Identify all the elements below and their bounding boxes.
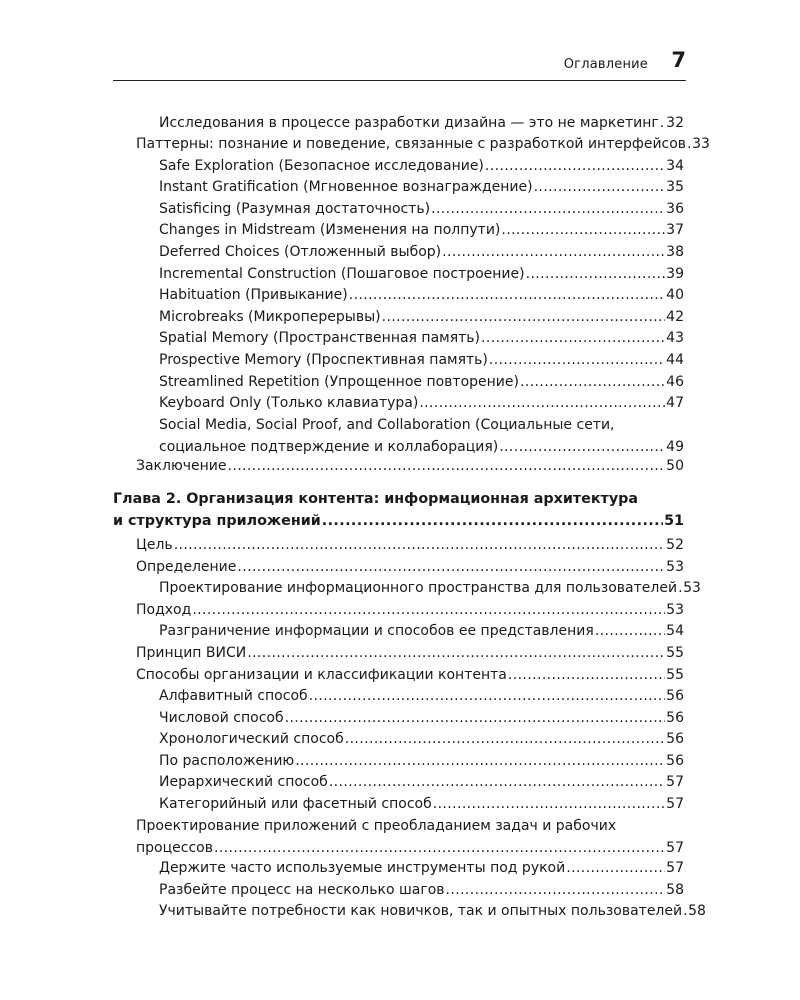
toc-entry[interactable] <box>159 772 684 794</box>
toc-entry-title: Иерархический способ <box>159 774 328 790</box>
dot-leader <box>687 134 691 156</box>
toc-entry-page: 42 <box>666 309 684 325</box>
toc-entry-title: Алфавитный способ <box>159 688 308 704</box>
dot-leader <box>526 264 666 286</box>
toc-entry-page: 47 <box>666 395 684 411</box>
dot-leader <box>295 751 665 773</box>
toc-entry-page: 57 <box>666 774 684 790</box>
toc-entry-page: 37 <box>666 222 684 238</box>
toc-entry[interactable] <box>159 242 684 264</box>
toc-entry-title: Spatial Memory (Пространственная память) <box>159 330 481 346</box>
dot-leader <box>247 643 665 665</box>
toc-entry-page: 50 <box>666 458 684 474</box>
toc-entry[interactable] <box>159 708 684 730</box>
toc-entry-title: Проектирование информационного пространства для пользователей <box>159 580 678 596</box>
toc-entry[interactable] <box>159 307 684 329</box>
toc-entry[interactable] <box>159 751 684 773</box>
toc-entry[interactable] <box>136 816 684 859</box>
toc-entry-page: 58 <box>688 903 706 919</box>
toc-entry-page: 36 <box>666 201 684 217</box>
toc-entry-title: Safe Exploration (Безопасное исследование) <box>159 158 484 174</box>
dot-leader <box>237 557 665 579</box>
dot-leader <box>660 113 665 135</box>
dot-leader <box>489 350 665 372</box>
toc-entry-page: 57 <box>666 860 684 876</box>
toc-entry[interactable] <box>159 621 684 643</box>
toc-entry-title: Определение <box>136 559 237 575</box>
toc-entry-title: Заключение <box>136 458 227 474</box>
toc-entry-title: Паттерны: познание и поведение, связанные с разработкой интерфейсов <box>136 136 687 152</box>
toc-entry-title: Разграничение информации и способов ее представления <box>159 623 594 639</box>
toc-entry-title: Incremental Construction (Пошаговое построение) <box>159 266 525 282</box>
dot-leader <box>485 156 665 178</box>
toc-entry[interactable] <box>159 264 684 286</box>
toc-entry-title: Changes in Midstream (Изменения на полпути) <box>159 222 501 238</box>
toc-entry-page: 35 <box>666 179 684 195</box>
toc-entry-title: По расположению <box>159 753 295 769</box>
toc-entry-title: Подход <box>136 602 192 618</box>
toc-entry[interactable] <box>136 134 710 156</box>
dot-leader <box>433 794 665 816</box>
toc-entry-page: 55 <box>666 667 684 683</box>
toc-chapter-title-line1: Глава 2. Организация контента: информационная архитектура <box>113 491 639 507</box>
toc-entry-page: 56 <box>666 710 684 726</box>
toc-entry[interactable] <box>159 113 684 135</box>
page-number: 7 <box>671 48 686 72</box>
dot-leader <box>329 772 665 794</box>
dot-leader <box>309 686 666 708</box>
dot-leader <box>214 838 665 860</box>
toc-entry-title: Streamlined Repetition (Упрощенное повторение) <box>159 374 519 390</box>
dot-leader <box>228 456 666 478</box>
toc-entry-title-line1: Social Media, Social Proof, and Collaboration (Социальные сети, <box>159 417 615 433</box>
toc-entry[interactable] <box>159 901 706 923</box>
toc-chapter-entry[interactable] <box>113 489 684 532</box>
toc-chapter-title-line2: и структура приложений <box>113 512 321 529</box>
toc-entry-title: Категорийный или фасетный способ <box>159 796 432 812</box>
toc-entry-title: Цель <box>136 537 173 553</box>
toc-entry[interactable] <box>136 600 684 622</box>
dot-leader <box>501 220 665 242</box>
dot-leader <box>534 177 666 199</box>
toc-entry-page: 52 <box>666 537 684 553</box>
toc-entry-page: 57 <box>666 796 684 812</box>
toc-entry-title: Satisficing (Разумная достаточность) <box>159 201 431 217</box>
toc-entry-page: 56 <box>666 731 684 747</box>
toc-entry-page: 53 <box>666 602 684 618</box>
toc-entry-page: 44 <box>666 352 684 368</box>
dot-leader <box>595 621 665 643</box>
toc-entry-title: Держите часто используемые инструменты под рукой <box>159 860 566 876</box>
toc-entry[interactable] <box>159 794 684 816</box>
toc-entry[interactable] <box>159 372 684 394</box>
toc-entry-page: 43 <box>666 330 684 346</box>
toc-entry-title: Keyboard Only (Только клавиатура) <box>159 395 419 411</box>
toc-entry-page: 46 <box>666 374 684 390</box>
toc-entry[interactable] <box>136 456 684 478</box>
dot-leader <box>322 511 663 533</box>
toc-entry-title-line1: Проектирование приложений с преобладанием задач и рабочих <box>136 818 617 834</box>
dot-leader <box>566 858 665 880</box>
toc-entry[interactable] <box>159 285 684 307</box>
dot-leader <box>683 901 687 923</box>
toc-entry-title: Хронологический способ <box>159 731 344 747</box>
dot-leader <box>446 880 666 902</box>
dot-leader <box>678 578 682 600</box>
toc-entry-page: 49 <box>666 438 684 455</box>
toc-entry-title: Исследования в процессе разработки дизайна — это не маркетинг <box>159 115 659 131</box>
toc-entry[interactable] <box>159 177 684 199</box>
toc-entry-title: Числовой способ <box>159 710 284 726</box>
toc-entry-title: Принцип ВИСИ <box>136 645 247 661</box>
toc-entry-title: Habituation (Привыкание) <box>159 287 348 303</box>
toc-entry[interactable] <box>159 729 684 751</box>
dot-leader <box>349 285 665 307</box>
dot-leader <box>481 328 665 350</box>
toc-entry-page: 39 <box>666 266 684 282</box>
toc-entry-page: 32 <box>666 115 684 131</box>
toc-entry-title: Deferred Choices (Отложенный выбор) <box>159 244 442 260</box>
toc-entry[interactable] <box>159 858 684 880</box>
toc-entry-title: Instant Gratification (Мгновенное вознаграждение) <box>159 179 533 195</box>
toc-entry-page: 56 <box>666 753 684 769</box>
toc-entry[interactable] <box>136 557 684 579</box>
toc-entry[interactable] <box>136 643 684 665</box>
toc-entry[interactable] <box>159 578 701 600</box>
dot-leader <box>499 437 665 459</box>
dot-leader <box>192 600 665 622</box>
dot-leader <box>174 535 665 557</box>
dot-leader <box>419 393 665 415</box>
dot-leader <box>345 729 665 751</box>
toc-entry-page: 33 <box>692 136 710 152</box>
dot-leader <box>520 372 665 394</box>
dot-leader <box>382 307 666 329</box>
toc-entry-page: 40 <box>666 287 684 303</box>
toc-entry-title: Способы организации и классификации контента <box>136 667 507 683</box>
toc-entry-title-line2: социальное подтверждение и коллаборация) <box>159 438 499 455</box>
toc-entry[interactable] <box>159 199 684 221</box>
toc-entry-title: Microbreaks (Микроперерывы) <box>159 309 381 325</box>
toc-entry[interactable] <box>159 328 684 350</box>
toc-entry[interactable] <box>159 686 684 708</box>
toc-entry-page: 57 <box>666 839 684 856</box>
toc-entry-page: 38 <box>666 244 684 260</box>
toc-chapter-page: 51 <box>664 512 684 529</box>
toc-entry[interactable] <box>159 350 684 372</box>
toc-entry[interactable] <box>136 535 684 557</box>
toc-entry-page: 54 <box>666 623 684 639</box>
dot-leader <box>431 199 665 221</box>
toc-entry-page: 34 <box>666 158 684 174</box>
toc-entry[interactable] <box>136 665 684 687</box>
toc-entry[interactable] <box>159 415 684 458</box>
toc-entry-title: Разбейте процесс на несколько шагов <box>159 882 445 898</box>
toc-entry-title-line2: процессов <box>136 839 213 856</box>
dot-leader <box>285 708 666 730</box>
running-header-section-title: Оглавление <box>563 57 648 72</box>
toc-entry[interactable] <box>159 393 684 415</box>
toc-entry[interactable] <box>159 880 684 902</box>
dot-leader <box>442 242 665 264</box>
toc-entry[interactable] <box>159 220 684 242</box>
toc-entry-page: 55 <box>666 645 684 661</box>
toc-entry-page: 58 <box>666 882 684 898</box>
toc-entry-page: 53 <box>666 559 684 575</box>
toc-entry-page: 56 <box>666 688 684 704</box>
toc-entry-title: Prospective Memory (Проспективная память) <box>159 352 488 368</box>
toc-entry-page: 53 <box>683 580 701 596</box>
toc-entry[interactable] <box>159 156 684 178</box>
toc-entry-title: Учитывайте потребности как новичков, так и опытных пользователей <box>159 903 683 919</box>
dot-leader <box>508 665 665 687</box>
